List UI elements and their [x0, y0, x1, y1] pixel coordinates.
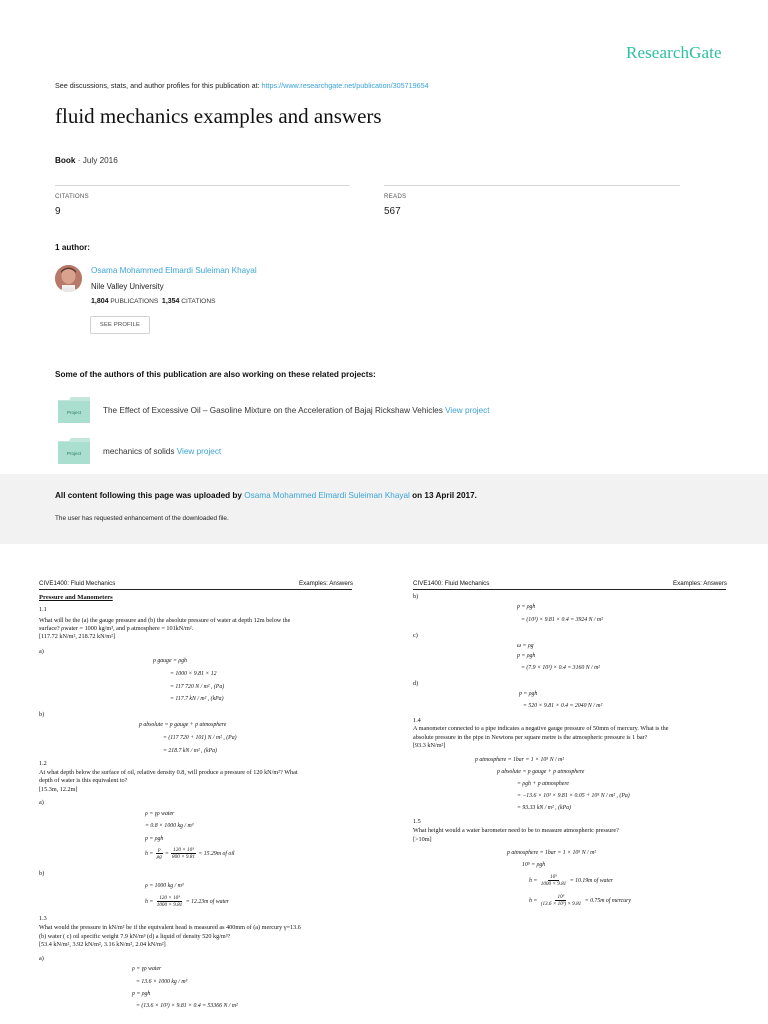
publication-type: Book [55, 156, 76, 165]
upload-date: on 13 April 2017. [409, 491, 477, 500]
project-folder-icon[interactable] [58, 397, 90, 423]
equation-3d: = (13.6 × 10³) × 9.81 × 0.4 = 53366 N / m² [136, 1003, 238, 1009]
author-institution: Nile Valley University [91, 282, 164, 291]
question-1-2-line2: depth of water is this equivalent to? [39, 777, 128, 784]
question-1-1-line2: surface? ρwater = 1000 kg/m³, and p atmosphere = 101kN/m². [39, 625, 194, 632]
question-1-2-answer: [15.3m, 12.2m] [39, 786, 78, 793]
question-1-1-number: 1.1 [39, 606, 47, 613]
see-profile-button[interactable]: SEE PROFILE [90, 316, 150, 334]
folder-icon [58, 438, 90, 464]
publication-title: fluid mechanics examples and answers [55, 104, 382, 128]
equation-4c: = ρgh + p atmosphere [517, 781, 569, 787]
upload-line [55, 491, 477, 500]
equation-5a: p atmosphere = 1bar = 1 × 10⁵ N / m² [507, 850, 597, 856]
fraction-p-over-rhog [155, 847, 164, 861]
right-page-section: Examples: Answers [673, 580, 727, 587]
equation-3a: ρ = γρ water [132, 966, 162, 972]
equation-4d: = −13.6 × 10³ × 9.81 × 0.05 + 10⁵ N / m² , (Pa) [517, 793, 630, 799]
equation-b1: p = ρgh [517, 604, 536, 610]
equation-c3: = (7.9 × 10³) × 0.4 = 3160 N / m² [521, 665, 601, 671]
question-1-3-number: 1.3 [39, 915, 47, 922]
equation-2c: p = ρgh [145, 836, 164, 842]
folder-label: Project [66, 410, 82, 415]
part-d-label: d) [413, 680, 419, 687]
fraction-numerator: 10⁵ [550, 874, 557, 880]
equation-3c: p = ρgh [132, 991, 151, 997]
author-publications-label: PUBLICATIONS [108, 298, 159, 305]
discussion-text: See discussions, stats, and author profiles for this publication at: [55, 81, 262, 90]
question-1-4-number: 1.4 [413, 717, 421, 724]
equation-2f [145, 895, 229, 909]
authors-heading: 1 author: [55, 243, 91, 252]
equation-c1: ω = ρg [517, 643, 534, 649]
equation-4b: p absolute = p gauge + p atmosphere [497, 769, 585, 775]
project-title-1: The Effect of Excessive Oil – Gasoline Mixture on the Acceleration of Bajaj Rickshaw Vehicles [103, 406, 446, 415]
fraction-numerator: p [157, 847, 161, 853]
project-title-2: mechanics of solids [103, 447, 177, 456]
fraction-denominator: 1000 × 9.81 [156, 902, 183, 909]
equation-5b: 10⁵ = ρgh [522, 862, 546, 868]
equation-2d-h: h = [145, 851, 154, 858]
citations-label: CITATIONS [55, 193, 89, 200]
equation-2d: h = $\frac{p}{\rho g}$ = $\frac{\text{120 × 10³}}{800 \times 9.81}$ = 15.29m of oil [145, 847, 235, 861]
left-page-course: CIVE1400: Fluid Mechanics [39, 580, 116, 587]
equation-1d: = (117 720 + 101) N / m² , (Pa) [163, 735, 237, 741]
right-page-rule [413, 589, 726, 590]
equation-4a: p atmosphere = 1bar = 1 × 10⁵ N / m² [475, 757, 565, 763]
question-1-3-line2: (b) water ( c) oil specific weight 7.9 kN/m³ (d) a liquid of density 520 kg/m³? [39, 933, 231, 940]
publication-type-date [55, 156, 118, 165]
question-1-4-answer: [93.3 kN/m²] [413, 742, 446, 749]
part-b-label: b) [39, 711, 45, 718]
equation-1e: = 218.7 kN / m² , (kPa) [163, 748, 217, 754]
equation-3b: = 13.6 × 1000 kg / m³ [136, 979, 188, 985]
upload-prefix: All content following this page was uploaded by [55, 491, 245, 500]
fraction-numerator: 120 × 10³ [173, 847, 194, 853]
author-stats [91, 298, 215, 305]
author-citations-count: 1,354 [161, 298, 180, 305]
equation-2b: = 0.8 × 1000 kg / m³ [145, 823, 194, 829]
equation-p-absolute: p absolute = p gauge + p atmosphere [139, 722, 227, 728]
equation-1a: = 1000 × 9.81 × 12 [170, 671, 217, 677]
equation-4e: = 93.33 kN / m² , (kPa) [517, 805, 571, 811]
equation-1b: = 117 720 N / m² , (Pa) [170, 684, 225, 690]
question-1-2-line1: At what depth below the surface of oil, relative density 0.8, will produce a pressure of 120 kN/m²? What [39, 769, 298, 776]
question-1-1-answer: [117.72 kN/m², 218.72 kN/m²] [39, 633, 116, 640]
equation-p-gauge: p gauge = ρgh [153, 658, 187, 664]
fraction-water [155, 895, 185, 909]
part-b-label: b) [39, 870, 45, 877]
part-a-label: a) [39, 799, 44, 806]
folder-label: Project [66, 451, 82, 456]
equation-d1: p = ρgh [519, 691, 538, 697]
equation-2e: ρ = 1000 kg / m³ [145, 883, 184, 889]
reads-value: 567 [384, 206, 401, 217]
equation-5c-result: = 10.19m of water [569, 878, 613, 885]
citations-divider [55, 185, 350, 186]
view-project-link-1[interactable]: View project [445, 406, 490, 415]
equation-2f-h: h = [145, 899, 154, 906]
fraction-denominator: (13.6 × 10³) × 9.81 [540, 901, 582, 908]
project-folder-icon[interactable] [58, 438, 90, 464]
question-1-4-line2: absolute pressure in the pipe in Newtons per square metre is the atmospheric pressure is 1 bar? [413, 734, 648, 741]
equation-5c [529, 874, 613, 888]
fraction-oil [170, 847, 197, 861]
equation-5d-result: = 0.75m of mercury [584, 898, 631, 905]
researchgate-logo[interactable]: ResearchGate [626, 43, 722, 62]
equation-5c-h: h = [529, 878, 538, 885]
author-avatar[interactable] [55, 265, 82, 292]
fraction-numerator: 10⁵ [557, 894, 565, 900]
equation-1c: = 117.7 kN / m² , (kPa) [170, 696, 224, 702]
question-1-1-line1: What will be the (a) the gauge pressure and (b) the absolute pressure of water at depth 12m below the [39, 617, 291, 624]
question-1-5-number: 1.5 [413, 818, 421, 825]
part-a-label: a) [39, 648, 44, 655]
part-c-label: c) [413, 632, 418, 639]
question-1-3-line1: What would the pressure in kN/m² be if the equivalent head is measured as 400mm of (a) mercury γ=13.6 [39, 924, 301, 931]
question-1-5-answer: [>10m] [413, 836, 432, 843]
right-page-course: CIVE1400: Fluid Mechanics [413, 580, 490, 587]
view-project-link-2[interactable]: View project [176, 447, 222, 456]
fraction-mercury-barometer [539, 894, 584, 908]
left-page-rule [39, 589, 352, 590]
fraction-denominator: 1000 × 9.81 [540, 881, 567, 888]
fraction-denominator: 800 × 9.81 [172, 854, 195, 861]
equation-d2: = 520 × 9.81 × 0.4 = 2040 N / m² [523, 703, 603, 709]
discussion-line [55, 81, 429, 90]
part-b-label: b) [413, 593, 419, 600]
question-1-4-line1: A manometer connected to a pipe indicates a negative gauge pressure of 50mm of mercury. What is the [413, 725, 669, 732]
reads-divider [384, 185, 680, 186]
publication-date: · July 2016 [75, 156, 118, 165]
avatar-photo-icon [55, 265, 82, 292]
question-1-2-number: 1.2 [39, 760, 47, 767]
fraction-water-barometer [539, 874, 569, 888]
author-publications-count: 1,804 [91, 298, 109, 305]
citations-value: 9 [55, 206, 61, 217]
equation-2a: ρ = γρ water [145, 811, 175, 817]
equation-5d-h: h = [529, 898, 538, 905]
equation-c2: p = ρgh [517, 653, 536, 659]
equation-b2: = (10³) × 9.81 × 0.4 = 3924 N / m² [521, 617, 603, 623]
left-page-section: Examples: Answers [299, 580, 353, 587]
enhancement-note: The user has requested enhancement of the downloaded file. [55, 515, 229, 522]
publication-url-link[interactable]: https://www.researchgate.net/publication/305719654 [261, 81, 429, 90]
equation-5d [529, 894, 631, 908]
equation-2f-result: = 12.23m of water [185, 899, 229, 906]
uploader-link[interactable]: Osama Mohammed Elmardi Suleiman Khayal [244, 491, 410, 500]
question-1-5-line1: What height would a water barometer need to be to measure atmospheric pressure? [413, 827, 619, 834]
part-a-label: a) [39, 955, 44, 962]
reads-label: READS [384, 193, 407, 200]
equation-2d-result: = 15.29m of oil [198, 851, 235, 858]
fraction-denominator: ρg [156, 854, 162, 861]
author-citations-label: CITATIONS [179, 298, 216, 305]
project-item-2 [103, 447, 221, 456]
project-item-1 [103, 406, 490, 415]
related-projects-heading: Some of the authors of this publication are also working on these related projects: [55, 370, 376, 379]
fraction-numerator: 120 × 10³ [159, 895, 180, 901]
author-name-link[interactable]: Osama Mohammed Elmardi Suleiman Khayal [91, 266, 257, 275]
question-1-3-answer: [53.4 kN/m², 3.92 kN/m², 3.16 kN/m², 2.04 kN/m²] [39, 941, 166, 948]
folder-icon [58, 397, 90, 423]
upload-banner [0, 474, 768, 544]
section-title: Pressure and Manometers [39, 594, 113, 601]
